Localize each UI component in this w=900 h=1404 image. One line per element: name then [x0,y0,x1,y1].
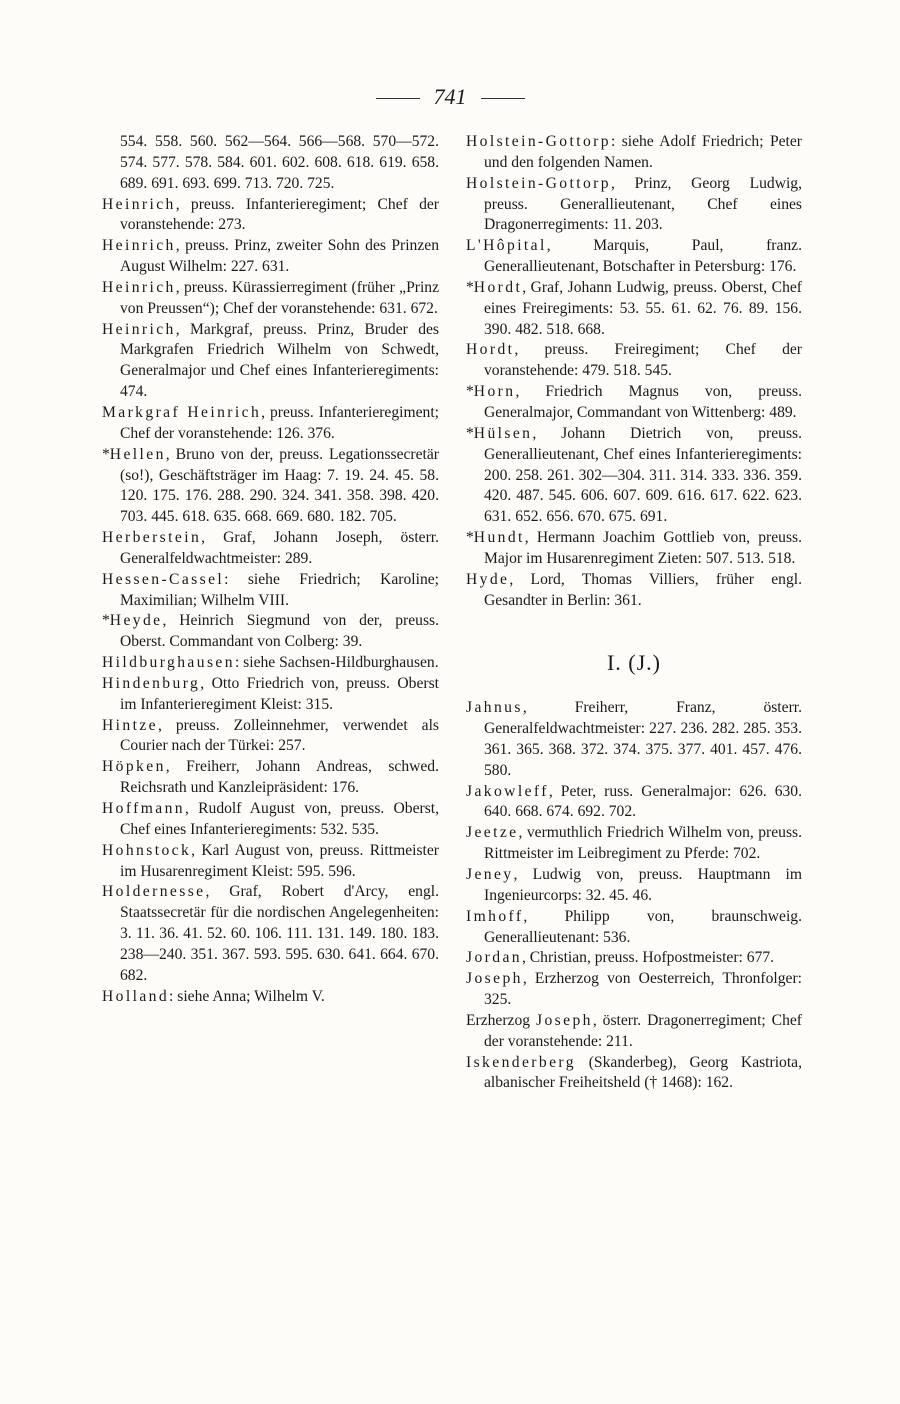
entry-text: , Graf, Johann Joseph, österr. Generalfeldwachtmeister: 289. [120,529,439,567]
index-entry [102,987,439,1008]
entry-text: , preuss. Freiregiment; Chef der voranstehende: 479. 518. 545. [484,341,802,380]
index-entry [102,320,439,403]
entry-text: , Lord, Thomas Villiers, früher engl. Gesandter in Berlin: 361. [484,570,802,609]
index-entry [102,403,439,445]
entry-text: , Graf, Robert d'Arcy, engl. Staatssecretär für die nordischen Angelegenheiten: 3. 11. 36. 41. 52. 60. 106. 111. 131. 149. 180. 183. 238—240. 351. 367. 593. 595. 630. 641. 664. 670. 682. [120,883,439,984]
entry-text: , Prinz, Georg Ludwig, preuss. Generallieutenant, Chef eines Dragonerregiments: 11. 203. [484,174,802,234]
entry-headword: Hoffmann [102,800,186,817]
entry-text: , preuss. Prinz, zweiter Sohn des Prinzen August Wilhelm: 227. 631. [120,237,439,276]
index-entry [466,698,802,781]
index-entry [466,969,802,1011]
entry-headword: Holland [102,987,170,1005]
entry-text: : siehe Friedrich; Karoline; Maximilian; Wilhelm VIII. [120,570,439,609]
entry-text: , preuss. Zolleinnehmer, verwendet als Courier nach der Türkei: 257. [120,716,439,755]
index-entry [102,236,439,278]
entry-text: (Skanderbeg), Georg Kastriota, albanischer Freiheitsheld († 1468): 162. [484,1053,802,1092]
entry-text: , Freiherr, Johann Andreas, schwed. Reichsrath und Kanzleipräsident: 176. [120,758,439,797]
index-entry [466,907,802,949]
entry-marker: * [466,383,474,401]
entry-text: , Erzherzog von Oesterreich, Thronfolger: 325. [484,970,802,1009]
entry-text: , Rudolf August von, preuss. Oberst, Chef eines Infanterieregiments: 532. 535. [120,800,439,838]
entry-headword: Iskenderberg [466,1053,576,1071]
index-entry [466,382,802,424]
entry-headword: Heinrich [102,320,176,338]
index-entry [102,611,439,653]
entry-headword: Herberstein [102,529,202,547]
index-entry [102,528,439,570]
entry-marker: * [466,529,474,547]
entry-marker: * [102,612,110,630]
index-entry [466,1011,802,1053]
entry-headword: Hundt [473,529,525,547]
index-column-right [466,132,802,1094]
index-entry [102,882,439,986]
index-entry [102,799,439,841]
index-entry [102,674,439,716]
entry-headword: Holstein-Gottorp [466,133,611,150]
index-entry [466,948,802,969]
entry-text: , Christian, preuss. Hofpostmeister: 677. [521,949,775,967]
entry-text: : siehe Adolf Friedrich; Peter und den folgenden Namen. [484,133,802,171]
entry-headword: L'Hôpital [466,237,547,255]
index-entries-i-j [466,698,802,1094]
entry-headword: Markgraf Heinrich [102,403,262,421]
header-rule-right [481,98,525,99]
entry-text: , Markgraf, preuss. Prinz, Bruder des Markgrafen Friedrich Wilhelm von Schwedt, Generalmajor und Chef eines Infanterieregiments: 474. [120,320,439,401]
page-number: 741 [433,84,467,109]
entry-headword: Heinrich [102,278,176,296]
entry-text: , Hermann Joachim Gottlieb von, preuss. Major im Husarenregiment Zieten: 507. 513. 518. [484,529,802,567]
entry-headword: Joseph [466,970,523,988]
index-entry [466,570,802,612]
entry-marker: * [102,445,110,463]
index-entry [102,195,439,237]
index-entry [466,278,802,341]
index-entry [102,757,439,799]
entry-headword: Jeney [466,866,514,883]
entry-text: : siehe Anna; Wilhelm V. [169,987,325,1005]
entry-headword: Holstein-Gottorp [466,174,611,192]
page-header [0,84,900,110]
entry-headword: Joseph [535,1011,593,1029]
entry-text: , Johann Dietrich von, preuss. Generallieutenant, Chef eines Infanterieregiments: 200. 258. 261. 302—304. 311. 314. 333. 336. 359. 420. 487. 545. 606. 607. 609. 616. 617. 622. 623. 631. 652. 656. 670. 675. 691. [484,424,802,526]
index-entry [466,823,802,865]
index-entry [102,841,439,883]
entry-text: 554. 558. 560. 562—564. 566—568. 570—572. 574. 577. 578. 584. 601. 602. 608. 618. 619. 658. 689. 691. 693. 699. 713. 720. 725. [120,133,439,192]
index-entry [466,528,802,570]
index-entry [102,445,439,528]
entry-text: , Bruno von der, preuss. Legationssecretär (so!), Geschäftsträger im Haag: 7. 19. 24. 45. 58. 120. 175. 176. 288. 290. 324. 341. 358. 398. 420. 703. 445. 618. 635. 668. 669. 680. 182. 705. [120,445,439,526]
entry-text: , Marquis, Paul, franz. Generallieutenant, Botschafter in Petersburg: 176. [484,237,802,276]
entry-text: , Freiherr, Franz, österr. Generalfeldwachtmeister: 227. 236. 282. 285. 353. 361. 365. 368. 372. 374. 375. 377. 401. 457. 476. 580. [484,699,802,779]
entry-headword: Jeetze [466,824,519,842]
entry-text: , Graf, Johann Ludwig, preuss. Oberst, Chef eines Freiregiments: 53. 55. 61. 62. 76. 89. 156. 390. 482. 518. 668. [484,278,802,338]
entry-headword: Heinrich [102,237,176,255]
entry-headword: Hintze [102,716,158,734]
header-rule-left [376,98,420,99]
index-entries-h [466,132,802,611]
entry-text: , Otto Friedrich von, preuss. Oberst im Infanterieregiment Kleist: 315. [120,674,439,713]
entry-text: , Friedrich Magnus von, preuss. Generalmajor, Commandant von Wittenberg: 489. [484,383,802,421]
entry-headword: Jakowleff [466,782,549,800]
entry-headword: Hülsen [473,424,533,442]
entry-text: , Heinrich Siegmund von der, preuss. Oberst. Commandant von Colberg: 39. [120,612,439,651]
entry-headword: Holdernesse [102,883,206,901]
entry-headword: Hordt [466,341,515,359]
entry-headword: Hildburghausen [102,654,235,672]
entry-text: , vermuthlich Friedrich Wilhelm von, preuss. Rittmeister im Leibregiment zu Pferde: 702. [484,824,802,863]
entry-headword: Jahnus [466,699,523,717]
index-entry [466,782,802,824]
entry-prefix: Erzherzog [466,1011,536,1029]
entry-text: , Philipp von, braunschweig. Generallieutenant: 536. [484,907,802,946]
entry-headword: Horn [473,383,516,401]
entry-headword: Heyde [109,612,163,630]
entry-text: , österr. Dragonerregiment; Chef der voranstehende: 211. [484,1011,802,1050]
index-entry [466,132,802,174]
entry-marker: * [466,424,474,442]
index-entry [102,716,439,758]
entry-text: , preuss. Kürassierregiment (früher „Prinz von Preussen“); Chef der voranstehende: 631. 672. [120,278,439,317]
entry-headword: Hellen [109,445,166,463]
entry-headword: Imhoff [466,907,524,925]
entry-headword: Hyde [466,570,510,588]
entry-headword: Höpken [102,758,166,776]
entry-headword: Hessen-Cassel [102,570,225,588]
entry-headword: Jordan [466,949,522,967]
entry-headword: Hordt [473,278,523,296]
index-entry [466,865,802,907]
index-entry [466,1053,802,1095]
index-entry [102,278,439,320]
entry-text: , preuss. Infanterieregiment; Chef der voranstehende: 273. [120,195,439,234]
index-entry [102,570,439,612]
entry-text: , Peter, russ. Generalmajor: 626. 630. 640. 668. 674. 692. 702. [484,782,802,821]
entry-text: , preuss. Infanterieregiment; Chef der voranstehende: 126. 376. [120,403,439,442]
index-entry [466,236,802,278]
section-heading: I. (J.) [606,650,662,676]
index-entry-continuation [102,132,439,195]
index-entry [466,424,802,528]
index-column-left [102,132,439,1007]
entry-text: , Karl August von, preuss. Rittmeister im Husarenregiment Kleist: 595. 596. [120,841,439,880]
entry-text: : siehe Sachsen-Hildburghausen. [234,654,439,672]
entry-headword: Heinrich [102,195,176,213]
index-entry [466,174,802,237]
index-entry [102,653,439,674]
entry-marker: * [466,278,474,296]
entry-headword: Hohnstock [102,841,192,859]
entry-headword: Hindenburg [102,674,201,692]
entry-text: , Ludwig von, preuss. Hauptmann im Ingenieurcorps: 32. 45. 46. [484,866,802,904]
index-entry [466,340,802,382]
